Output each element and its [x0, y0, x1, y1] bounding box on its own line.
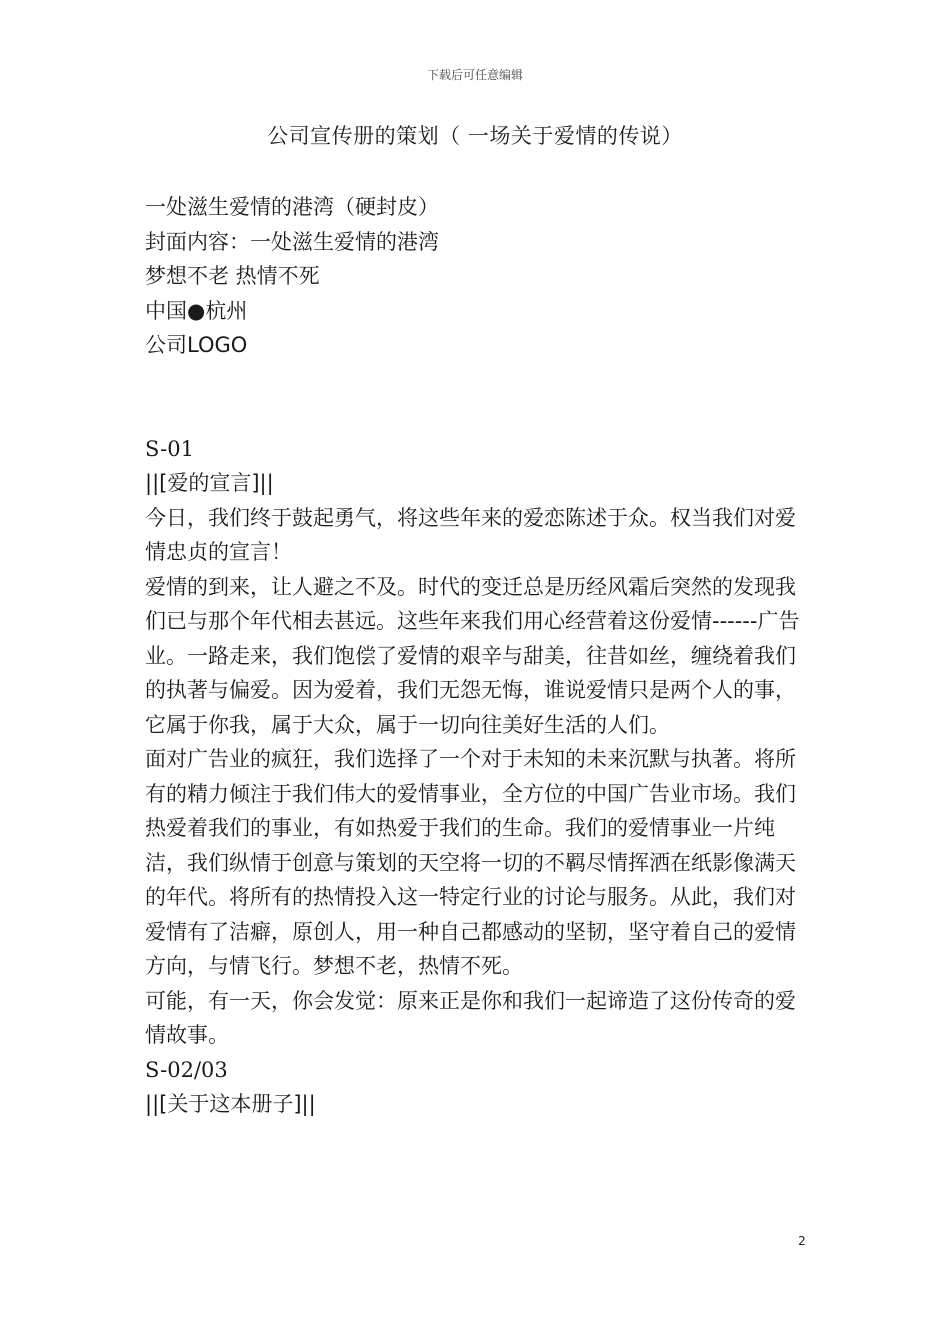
section-s02	[145, 1053, 810, 1122]
section-s01	[145, 432, 810, 1053]
document-title: 公司宣传册的策划（ 一场关于爱情的传说）	[267, 124, 683, 148]
cover-line: 中国●杭州	[145, 298, 248, 323]
page-number: 2	[798, 1234, 806, 1248]
section-code: S-01	[145, 436, 194, 461]
body-paragraph: 爱情的到来，让人避之不及。时代的变迁总是历经风霜后突然的发现我们已与那个年代相去甚远。这些年来我们用心经营着这份爱情------广告业。一路走来，我们饱偿了爱情的艰辛与甜美，往昔如丝，缠绕着我们的执著与偏爱。因为爱着，我们无怨无悔，谁说爱情只是两个人的事，它属于你我，属于大众，属于一切向往美好生活的人们。	[145, 574, 800, 737]
section-code: S-02/03	[145, 1057, 228, 1082]
cover-line: 封面内容：一处滋生爱情的港湾	[145, 229, 439, 254]
cover-block	[145, 190, 810, 363]
section-heading: ||[爱的宣言]||	[145, 471, 274, 495]
cover-line: 梦想不老 热情不死	[145, 264, 320, 288]
cover-line: 一处滋生爱情的港湾（硬封皮）	[145, 195, 439, 219]
section-heading: ||[关于这本册子]||	[145, 1092, 316, 1116]
body-paragraph: 今日，我们终于鼓起勇气，将这些年来的爱恋陈述于众。权当我们对爱情忠贞的宣言！	[145, 505, 796, 564]
cover-line: 公司LOGO	[145, 333, 248, 357]
document-body	[145, 190, 810, 1122]
body-paragraph: 可能，有一天，你会发觉：原来正是你和我们一起谛造了这份传奇的爱情故事。	[145, 988, 796, 1047]
body-paragraph: 面对广告业的疯狂，我们选择了一个对于未知的未来沉默与执著。将所有的精力倾注于我们伟大的爱情事业，全方位的中国广告业市场。我们热爱着我们的事业，有如热爱于我们的生命。我们的爱情事业一片纯洁，我们纵情于创意与策划的天空将一切的不羁尽情挥洒在纸影像满天的年代。将所有的热情投入这一特定行业的讨论与服务。从此，我们对爱情有了洁癖，原创人，用一种自己都感动的坚韧，坚守着自己的爱情方向，与情飞行。梦想不老，热情不死。	[145, 747, 796, 978]
header-note: 下载后可任意编辑	[426, 68, 523, 82]
